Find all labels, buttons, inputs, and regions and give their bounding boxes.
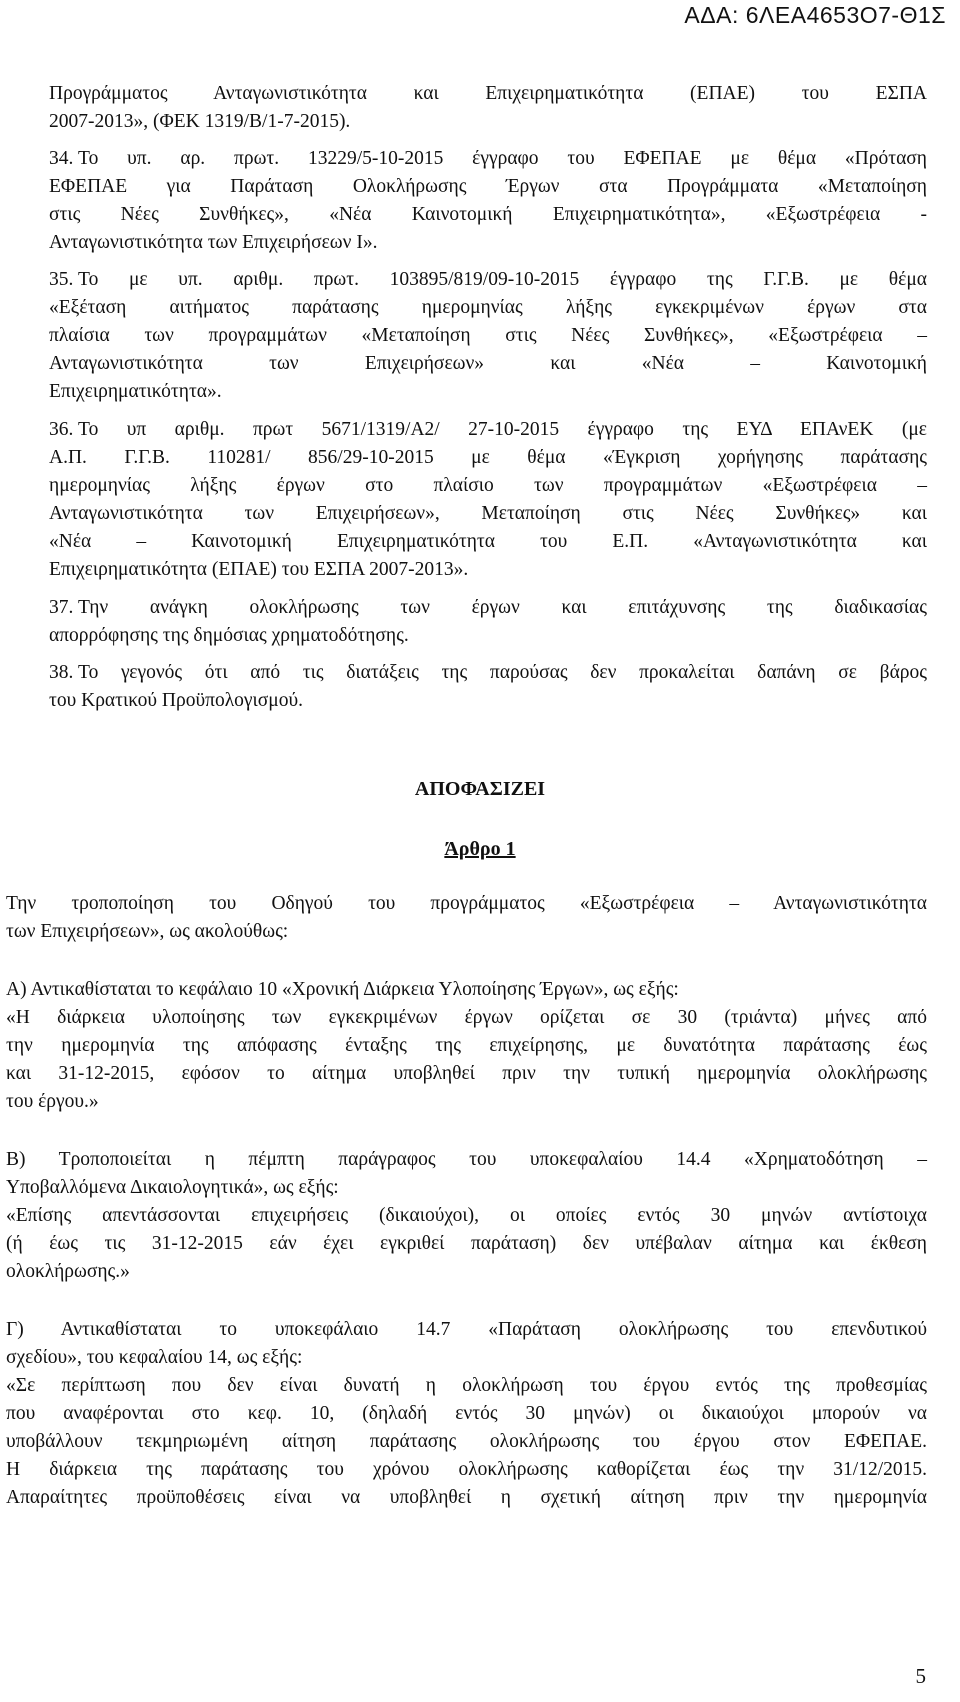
text-line: Επιχειρηματικότητα (ΕΠΑΕ) του ΕΣΠΑ 2007-2013». [49,559,469,580]
text-line: του έργου.» [6,1091,99,1112]
doc-code-header: ΑΔΑ: 6ΛΕΑ4653Ο7-Θ1Σ [684,2,946,28]
text-line: «Η διάρκεια υλοποίησης των εγκεκριμένων έργων ορίζεται σε 30 (τριάντα) μήνες από [6,1007,927,1028]
text-line: ΕΦΕΠΑΕ για Παράταση Ολοκλήρωσης Έργων στα Προγράμματα «Μεταποίηση [49,176,927,197]
text-line: που αναφέρονται στο κεφ. 10, (δηλαδή εντός 30 μηνών) οι δικαιούχοι μπορούν να [6,1403,927,1424]
text-line: Ανταγωνιστικότητα των Επιχειρήσεων», Μεταποίηση στις Νέες Συνθήκες» και [49,503,927,524]
text-line: (ή έως τις 31-12-2015 εάν έχει εγκριθεί παράταση) δεν υπέβαλαν αίτημα και έκθεση [6,1233,927,1254]
text-line: και 31-12-2015, εφόσον το αίτημα υποβληθεί πριν την τυπική ημερομηνία ολοκλήρωσης [6,1063,927,1084]
text-line: «Επίσης απεντάσσονται επιχειρήσεις (δικαιούχοι), οι οποίες εντός 30 μηνών αντίστοιχα [6,1205,927,1226]
text-line: Η διάρκεια της παράτασης του χρόνου ολοκλήρωσης καθορίζεται έως την 31/12/2015. [6,1459,927,1480]
text-line: ολοκλήρωσης.» [6,1261,130,1282]
text-line: Την ανάγκη ολοκλήρωσης των έργων και επιτάχυνσης της διαδικασίας [78,597,927,618]
text-line: πλαίσια των προγραμμάτων «Μεταποίηση στις Νέες Συνθήκες», «Εξωστρέφεια – [49,325,927,346]
list-item-38 [49,661,927,685]
list-item-36 [49,418,927,442]
text-line: Απαραίτητες προϋποθέσεις είναι να υποβληθεί η σχετική αίτηση πριν την ημερομηνία [6,1487,927,1508]
list-item-34 [49,147,927,171]
list-item-37 [49,596,927,620]
text-line: Το υπ αριθμ. πρωτ 5671/1319/Α2/ 27-10-2015 έγγραφο της ΕΥΔ ΕΠΑνΕΚ (με [78,419,927,440]
section-c-heading: Γ) Αντικαθίσταται το υποκεφάλαιο 14.7 «Παράταση ολοκλήρωσης του επενδυτικού [6,1319,927,1340]
text-line: Υποβαλλόμενα Δικαιολογητικά», ως εξής: [6,1177,339,1198]
text-line: Επιχειρηματικότητα». [49,381,222,402]
text-line: «Σε περίπτωση που δεν είναι δυνατή η ολοκλήρωση του έργου εντός της προθεσμίας [6,1375,927,1396]
section-a-heading: Α) Αντικαθίσταται το κεφάλαιο 10 «Χρονική Διάρκεια Υλοποίησης Έργων», ως εξής: [6,979,679,1000]
text-line: των Επιχειρήσεων», ως ακολούθως: [6,921,289,942]
text-line: Το με υπ. αριθμ. πρωτ. 103895/819/09-10-2015 έγγραφο της Γ.Γ.Β. με θέμα [78,269,927,290]
text-line: του Κρατικού Προϋπολογισμού. [49,690,304,711]
text-line: σχεδίου», του κεφαλαίου 14, ως εξής: [6,1347,303,1368]
text-line: «Νέα – Καινοτομική Επιχειρηματικότητα του Ε.Π. «Ανταγωνιστικότητα και [49,531,927,552]
page-number: 5 [915,1664,926,1688]
item-number: 34. [49,148,74,169]
text-line: την ημερομηνία της απόφασης ένταξης της επιχείρησης, με δυνατότητα παράτασης έως [6,1035,927,1056]
text-line: Ανταγωνιστικότητα των Επιχειρήσεων Ι». [49,232,378,253]
article-title: Άρθρο 1 [444,838,516,860]
text-line: Το υπ. αρ. πρωτ. 13229/5-10-2015 έγγραφο του ΕΦΕΠΑΕ με θέμα «Πρόταση [78,148,927,169]
text-line: «Εξέταση αιτήματος παράτασης ημερομηνίας λήξης εγκεκριμένων έργων στα [49,297,927,318]
item-number: 35. [49,269,74,290]
text-line: Α.Π. Γ.Γ.Β. 110281/ 856/29-10-2015 με θέμα «Έγκριση χορήγησης παράτασης [49,447,927,468]
decision-title: ΑΠΟΦΑΣΙΖΕΙ [414,778,546,800]
section-b-heading: Β) Τροποποιείται η πέμπτη παράγραφος του υποκεφαλαίου 14.4 «Χρηματοδότηση – [6,1149,927,1170]
text-line: στις Νέες Συνθήκες», «Νέα Καινοτομική Επιχειρηματικότητα», «Εξωστρέφεια - [49,204,927,225]
item-number: 36. [49,419,74,440]
text-line: ημερομηνίας λήξης έργων στο πλαίσιο των προγραμμάτων «Εξωστρέφεια – [49,475,927,496]
text-line: υποβάλλουν τεκμηριωμένη αίτηση παράτασης ολοκλήρωσης του έργου στον ΕΦΕΠΑΕ. [6,1431,927,1452]
item-number: 38. [49,662,74,683]
text-line: απορρόφησης της δημόσιας χρηματοδότησης. [49,625,409,646]
text-line: Προγράμματος Ανταγωνιστικότητα και Επιχειρηματικότητα (ΕΠΑΕ) του ΕΣΠΑ [49,83,927,104]
list-item-35 [49,268,927,292]
text-line: Το γεγονός ότι από τις διατάξεις της παρούσας δεν προκαλείται δαπάνη σε βάρος [78,662,927,683]
text-line: Ανταγωνιστικότητα των Επιχειρήσεων» και «Νέα – Καινοτομική [49,353,927,374]
text-line: 2007-2013», (ΦΕΚ 1319/Β/1-7-2015). [49,111,351,132]
text-line: Την τροποποίηση του Οδηγού του προγράμματος «Εξωστρέφεια – Ανταγωνιστικότητα [6,893,927,914]
item-number: 37. [49,597,74,618]
